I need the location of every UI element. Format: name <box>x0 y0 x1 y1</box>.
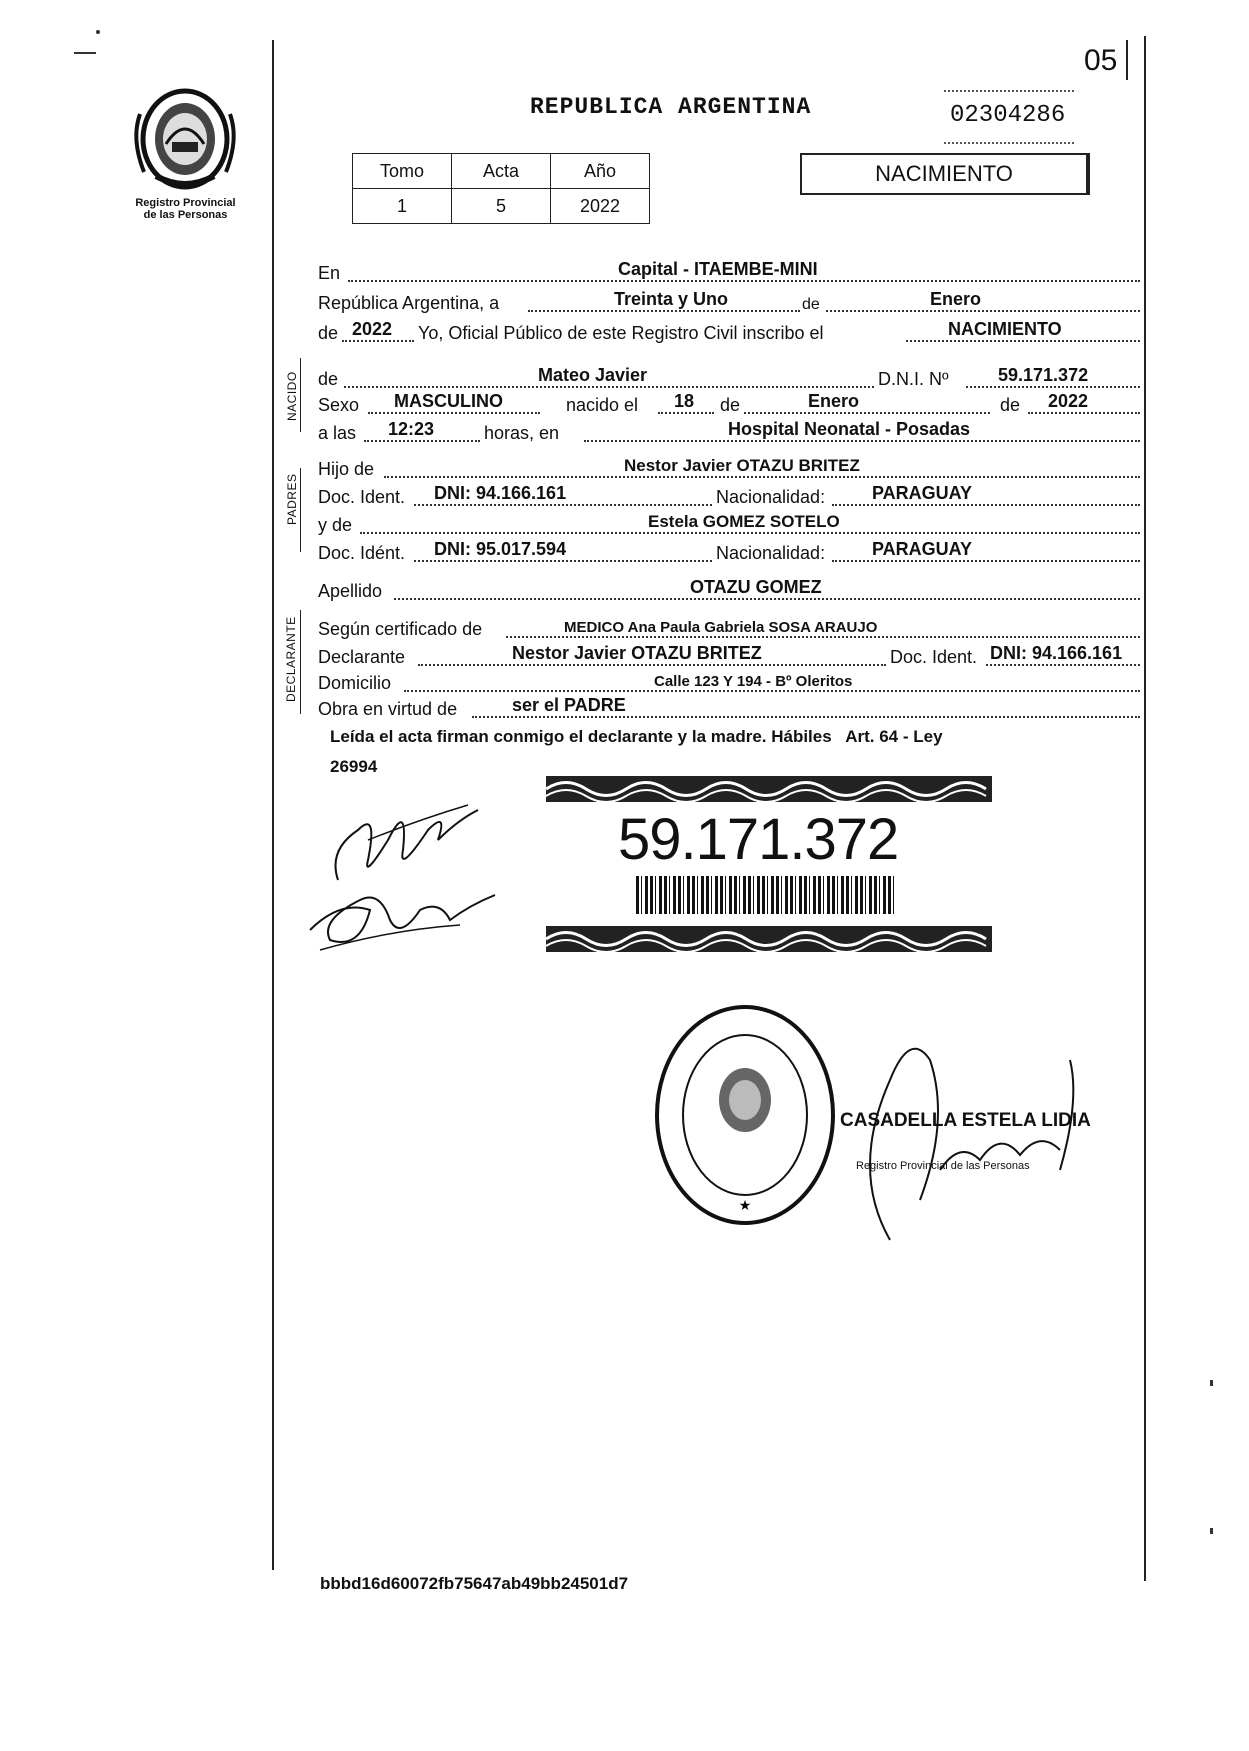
domicilio-value: Calle 123 Y 194 - Bº Oleritos <box>654 673 853 690</box>
sexo-label: Sexo <box>318 395 360 415</box>
registrar-role: Registro Provincial de las Personas <box>856 1160 1030 1172</box>
scan-mark <box>96 30 100 34</box>
serial-number-box <box>944 90 1074 144</box>
dotted-line <box>418 664 886 666</box>
dotted-line <box>342 340 414 342</box>
scan-mark <box>74 52 96 54</box>
side-label-declarante: DECLARANTE <box>284 616 298 702</box>
doc-ident-label-1: Doc. Ident. <box>318 487 406 507</box>
left-margin-line <box>272 40 274 1570</box>
y-de-label: y de <box>318 515 353 535</box>
decl-doc-value: DNI: 94.166.161 <box>990 643 1123 663</box>
dotted-line <box>906 340 1140 342</box>
certificado-label: Según certificado de <box>318 619 483 639</box>
nacionalidad-label-2: Nacionalidad: <box>716 543 826 563</box>
closing-text <box>330 722 1130 782</box>
logo-caption-line1: Registro Provincial <box>135 197 236 209</box>
inscribe-value: NACIMIENTO <box>948 319 1062 339</box>
dotted-line <box>832 560 1140 562</box>
closing-text-line1: Leída el acta firman conmigo el declarante y la madre. Hábiles Art. 64 - Ley <box>330 727 943 746</box>
month-value: Enero <box>930 289 982 309</box>
scan-mark <box>1210 1380 1213 1386</box>
footer-hash: bbbd16d60072fb75647ab49bb24501d7 <box>320 1574 629 1593</box>
row-sexo <box>318 390 1140 418</box>
madre-doc-value: DNI: 95.017.594 <box>434 539 567 559</box>
dotted-line <box>344 386 874 388</box>
madre-value: Estela GOMEZ SOTELO <box>648 512 840 531</box>
horas-en-label: horas, en <box>484 423 560 443</box>
year-prefix-label: de <box>318 323 339 343</box>
domicilio-label: Domicilio <box>318 673 392 693</box>
child-name-value: Mateo Javier <box>538 365 648 385</box>
dotted-line <box>348 280 1140 282</box>
day-words-value: Treinta y Uno <box>614 289 729 309</box>
nacido-el-label: nacido el <box>566 395 639 415</box>
row-year <box>318 318 1140 346</box>
row-madre-doc <box>318 538 1140 566</box>
lugar-value: Hospital Neonatal - Posadas <box>728 419 971 439</box>
row-domicilio <box>318 668 1140 696</box>
birth-month-value: Enero <box>808 391 860 411</box>
dotted-line <box>966 386 1140 388</box>
row-apellido <box>318 576 1140 604</box>
dotted-line <box>658 412 714 414</box>
side-label-nacido: NACIDO <box>285 371 299 421</box>
dotted-line <box>584 440 1140 442</box>
official-round-stamp <box>650 1000 840 1235</box>
dotted-line <box>404 690 1140 692</box>
tomo-value: 1 <box>353 189 452 224</box>
padre-nac-value: PARAGUAY <box>872 483 973 503</box>
dotted-line <box>360 532 1140 534</box>
registrar-signature <box>830 1020 1130 1255</box>
obra-value: ser el PADRE <box>512 695 626 715</box>
dotted-line <box>414 560 712 562</box>
scan-mark <box>1210 1528 1213 1534</box>
dotted-line <box>528 310 800 312</box>
padre-doc-value: DNI: 94.166.161 <box>434 483 567 503</box>
declarante-label: Declarante <box>318 647 406 667</box>
padre-value: Nestor Javier OTAZU BRITEZ <box>624 456 860 475</box>
side-divider-padres <box>300 468 301 552</box>
dotted-line <box>1028 412 1140 414</box>
apellido-label: Apellido <box>318 581 383 601</box>
dotted-line <box>472 716 1140 718</box>
a-las-label: a las <box>318 423 357 443</box>
hora-value: 12:23 <box>388 419 435 439</box>
side-label-padres: PADRES <box>285 473 299 525</box>
row-obra <box>318 694 1140 722</box>
doc-ident-label-2: Doc. Idént. <box>318 543 406 563</box>
stamp-bottom-bar <box>546 926 992 952</box>
dni-label: D.N.I. Nº <box>878 369 949 389</box>
dotted-line <box>394 598 1140 600</box>
dotted-line <box>364 440 480 442</box>
page-number: 05 <box>1084 44 1118 77</box>
stamp-top-bar <box>546 776 992 802</box>
row-hora <box>318 418 1140 446</box>
tomo-acta-anio-table <box>352 153 650 224</box>
acta-header: Acta <box>452 154 551 189</box>
decl-doc-label: Doc. Ident. <box>890 647 978 667</box>
act-type: NACIMIENTO <box>875 161 1013 186</box>
country-title: REPUBLICA ARGENTINA <box>530 94 812 120</box>
apellido-value: OTAZU GOMEZ <box>690 577 822 597</box>
row-padre-doc <box>318 482 1140 510</box>
sexo-value: MASCULINO <box>394 391 503 411</box>
birth-day-value: 18 <box>674 391 695 411</box>
dotted-line <box>832 504 1140 506</box>
logo-caption <box>108 197 263 221</box>
row-certificado <box>318 614 1140 642</box>
dotted-line <box>986 664 1140 666</box>
hijo-de-label: Hijo de <box>318 459 375 479</box>
anio-header: Año <box>551 154 650 189</box>
birth-de1-label: de <box>720 395 741 415</box>
side-divider-declarante <box>300 610 301 714</box>
row-en <box>318 258 1140 286</box>
year-value: 2022 <box>352 319 393 339</box>
right-margin-line <box>1144 36 1146 1581</box>
row-declarante <box>318 642 1140 670</box>
obra-label: Obra en virtud de <box>318 699 458 719</box>
madre-signature <box>300 880 500 965</box>
barcode <box>636 876 896 914</box>
row-nombre <box>318 364 1140 392</box>
dotted-line <box>384 476 1140 478</box>
birth-de2-label: de <box>1000 395 1021 415</box>
side-divider-nacido <box>300 358 301 432</box>
row-republica <box>318 288 1140 316</box>
dotted-line <box>414 504 712 506</box>
logo-caption-line2: de las Personas <box>143 209 228 221</box>
dni-stamp-number: 59.171.372 <box>618 807 899 872</box>
tomo-header: Tomo <box>353 154 452 189</box>
acta-value: 5 <box>452 189 551 224</box>
declarante-signature <box>318 780 498 895</box>
anio-value: 2022 <box>551 189 650 224</box>
dotted-line <box>506 636 1140 638</box>
officer-text: Yo, Oficial Público de este Registro Civil inscribo el <box>418 323 824 343</box>
birth-year-value: 2022 <box>1048 391 1089 411</box>
dotted-line <box>368 412 540 414</box>
republica-label: República Argentina, a <box>318 293 500 313</box>
row-hijo-de <box>318 454 1140 482</box>
nombre-label: de <box>318 369 339 389</box>
madre-nac-value: PARAGUAY <box>872 539 973 559</box>
en-label: En <box>318 263 341 283</box>
certificado-value: MEDICO Ana Paula Gabriela SOSA ARAUJO <box>564 619 878 636</box>
place-value: Capital - ITAEMBE-MINI <box>618 259 818 279</box>
act-type-box <box>800 153 1090 195</box>
nacionalidad-label-1: Nacionalidad: <box>716 487 826 507</box>
declarante-value: Nestor Javier OTAZU BRITEZ <box>512 643 762 663</box>
de-label: de <box>802 296 820 313</box>
closing-text-line2: 26994 <box>330 757 378 776</box>
registrar-name: CASADELLA ESTELA LIDIA <box>840 1110 1091 1131</box>
right-margin-tick <box>1126 40 1128 80</box>
province-logo <box>126 84 244 194</box>
dotted-line <box>826 310 1140 312</box>
svg-text:★: ★ <box>738 1197 752 1213</box>
row-y-de <box>318 510 1140 538</box>
serial-number: 02304286 <box>950 102 1066 129</box>
dotted-line <box>744 412 990 414</box>
child-dni-value: 59.171.372 <box>998 365 1089 385</box>
